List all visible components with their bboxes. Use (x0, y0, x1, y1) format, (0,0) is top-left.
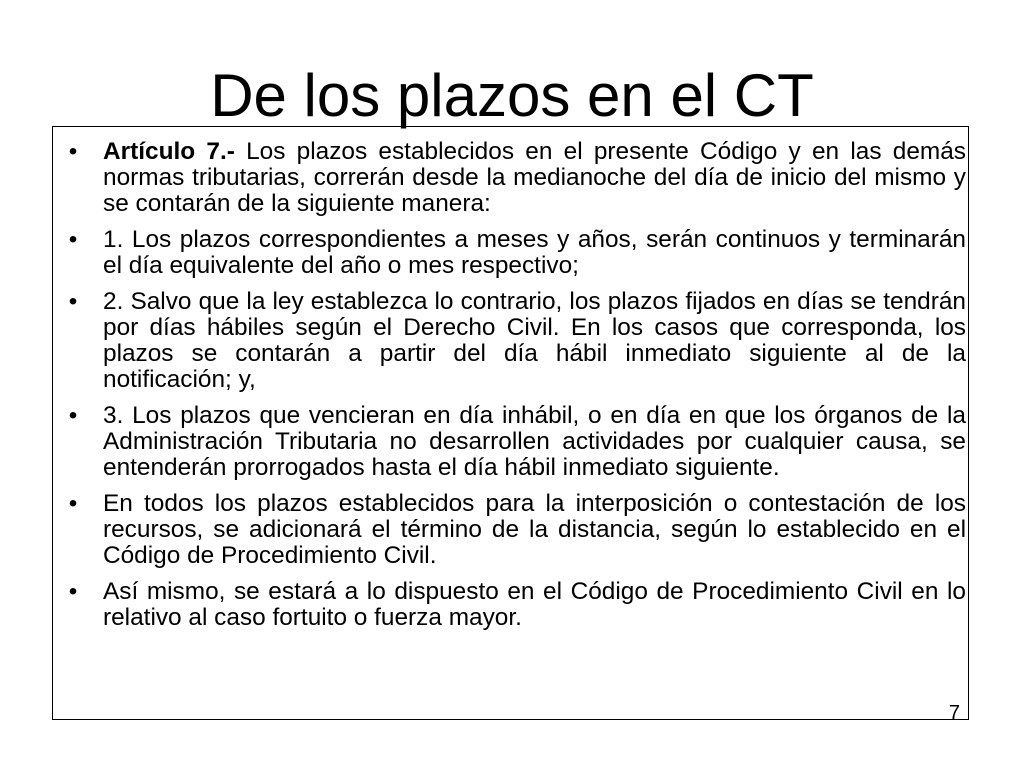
bullet-icon: • (68, 402, 78, 429)
bullet-list (63, 139, 966, 641)
list-item (63, 227, 966, 279)
bullet-icon: • (68, 490, 78, 517)
page-number: 7 (948, 702, 960, 724)
content-box (52, 126, 969, 724)
bullet-icon: • (68, 288, 78, 315)
bullet-icon: • (68, 226, 78, 253)
list-item-text: En todos los plazos establecidos para la interposición o contestación de los recursos, se adicionará el término de la distancia, según lo establecido en el Código de Procedimiento Civil. (103, 490, 966, 569)
bullet-icon: • (68, 578, 78, 605)
list-item-text: 3. Los plazos que vencieran en día inhábil, o en día en que los órganos de la Administración Tributaria no desarrollen actividades por cualquier causa, se entenderán prorrogados hasta el día hábil inmediato siguiente. (103, 402, 966, 481)
list-item (63, 491, 966, 569)
bullet-icon: • (68, 138, 78, 165)
list-item-text: 2. Salvo que la ley establezca lo contrario, los plazos fijados en días se tendrán por días hábiles según el Derecho Civil. En los casos que corresponda, los plazos se contarán a partir del día hábil inmediato siguiente al de la notificación; y, (103, 288, 966, 393)
list-item (63, 289, 966, 393)
article-heading: Artículo 7.- (103, 138, 235, 165)
list-item-text: Los plazos establecidos en el presente Código y en las demás normas tributarias, correrán desde la medianoche del día de inicio del mismo y se contarán de la siguiente manera: (103, 138, 966, 217)
list-item (63, 579, 966, 631)
slide-title: De los plazos en el CT (210, 62, 814, 129)
list-item (63, 139, 966, 217)
list-item-text: Así mismo, se estará a lo dispuesto en el Código de Procedimiento Civil en lo relativo al caso fortuito o fuerza mayor. (103, 578, 966, 631)
list-item-text: 1. Los plazos correspondientes a meses y años, serán continuos y terminarán el día equivalente del año o mes respectivo; (103, 226, 966, 279)
list-item (63, 403, 966, 481)
